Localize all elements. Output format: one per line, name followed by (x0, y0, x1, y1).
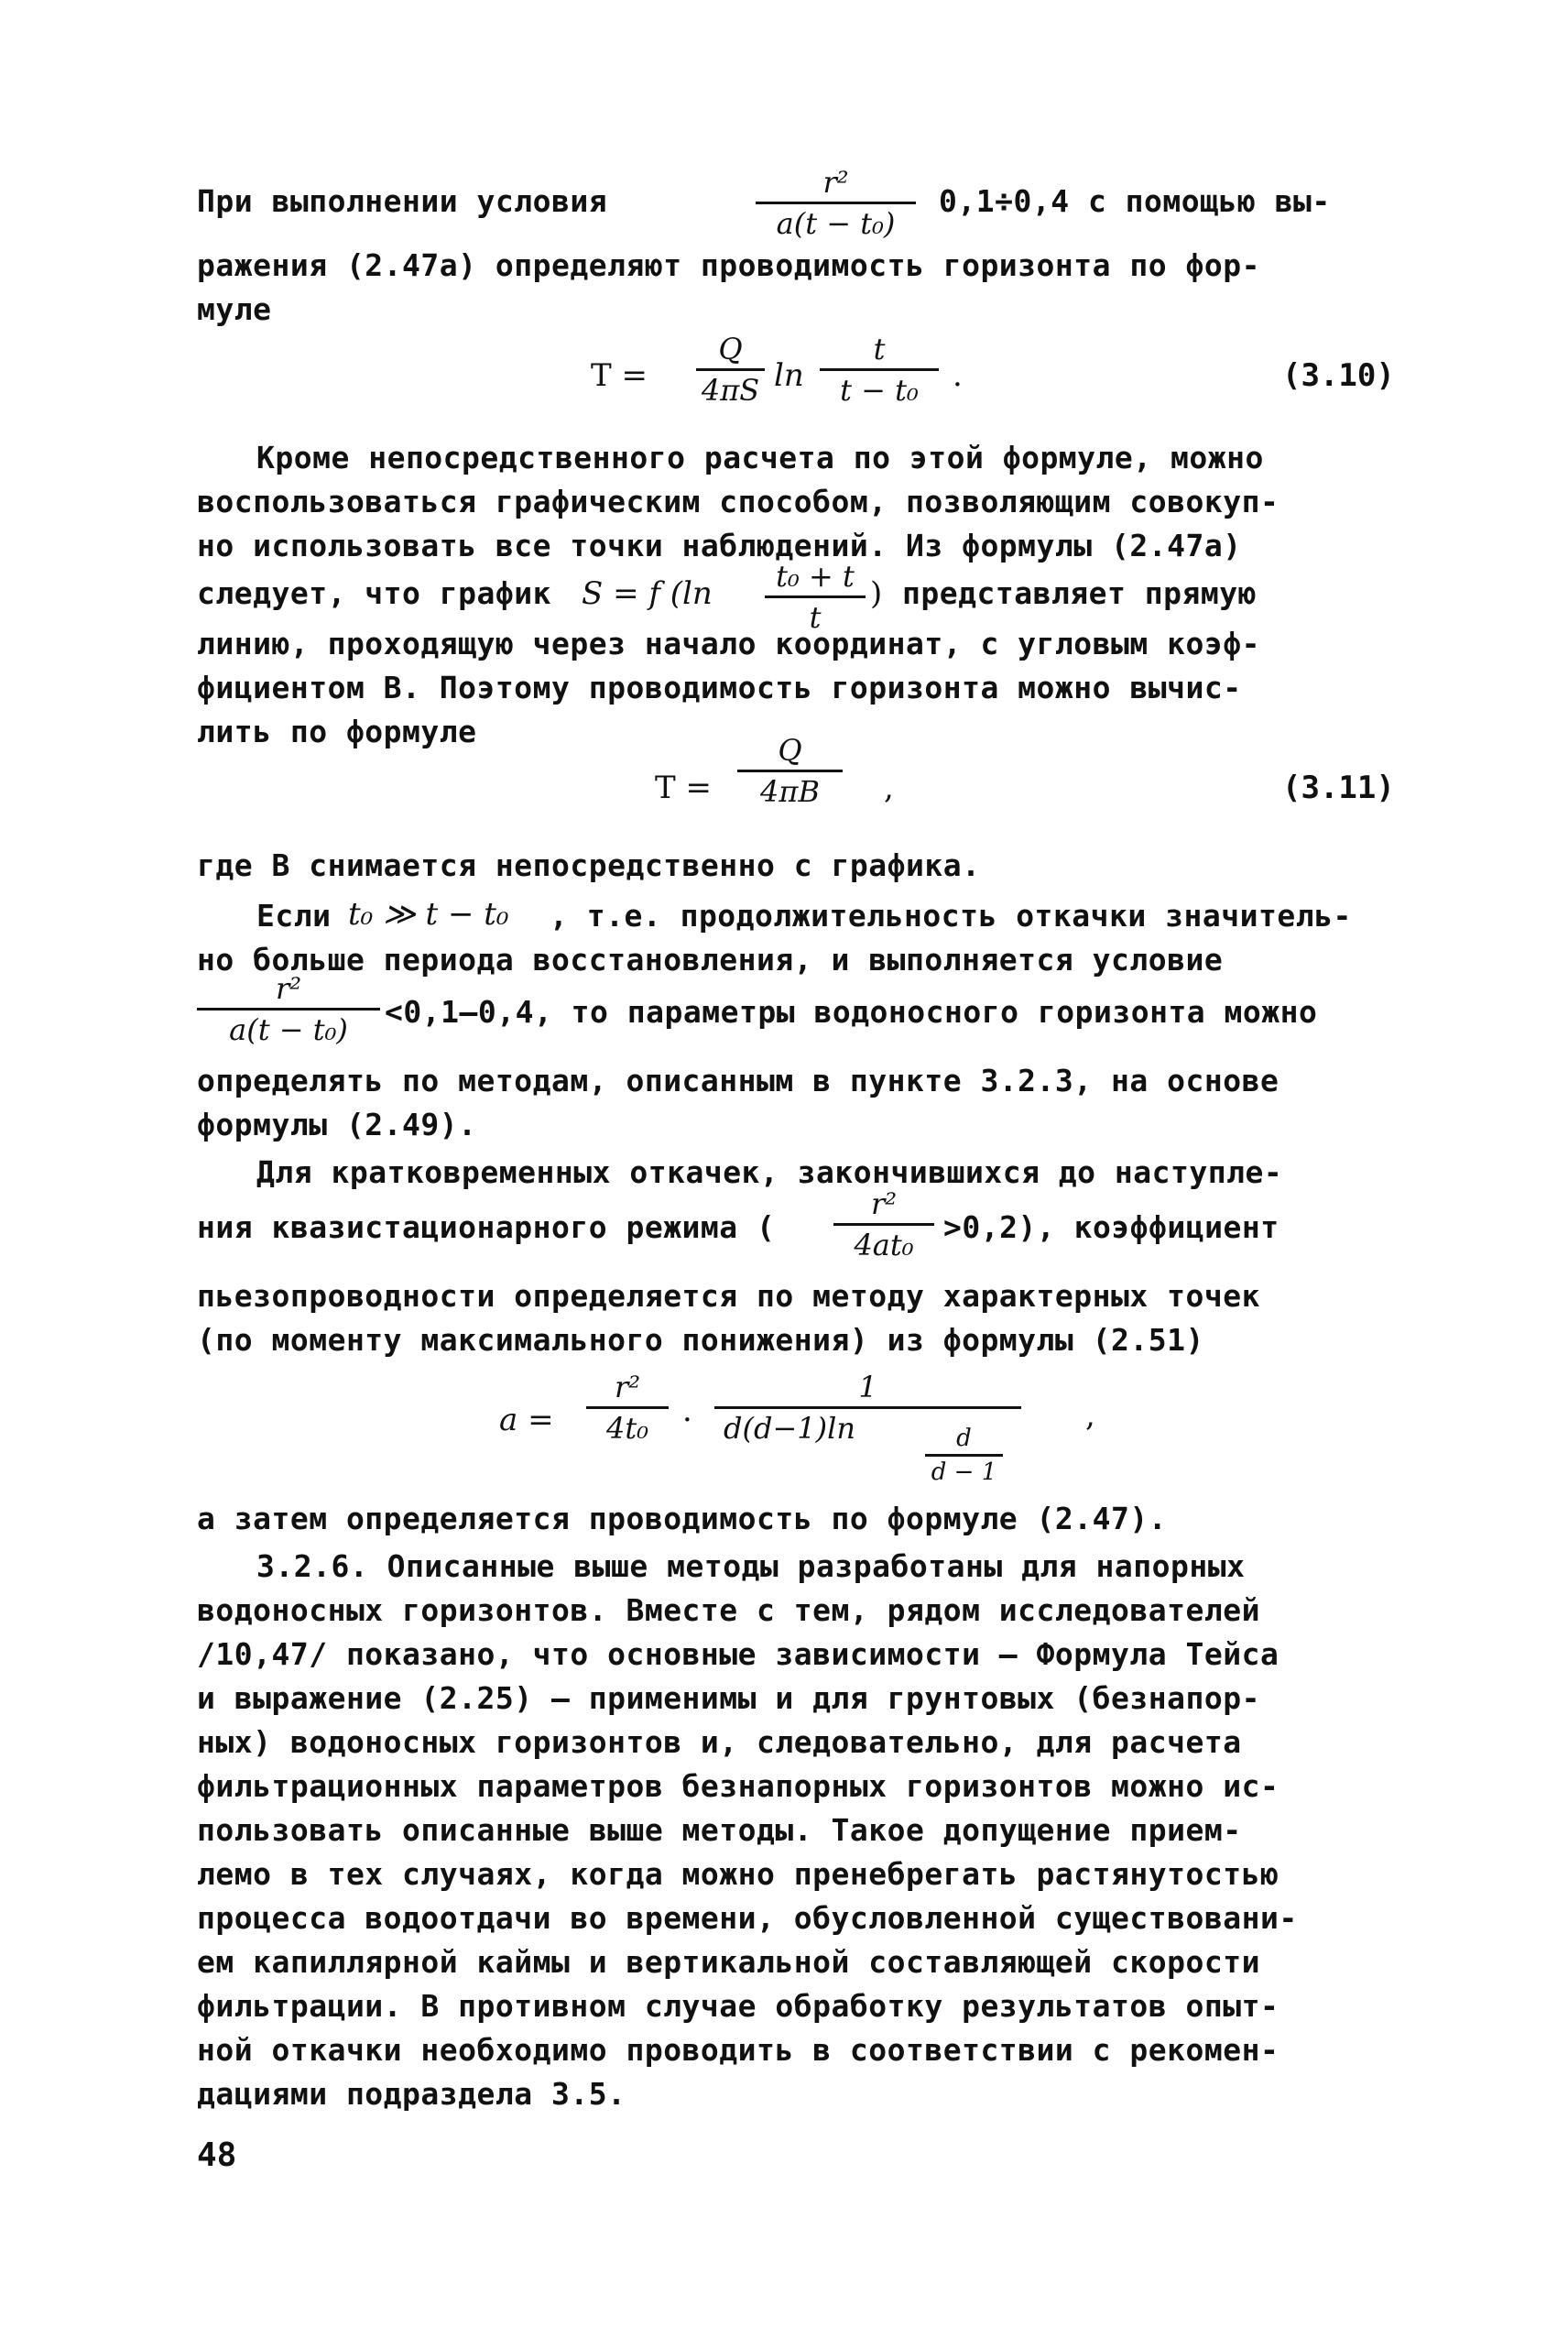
fraction-q-4pis (696, 332, 765, 408)
text-line: фициентом В. Поэтому проводимость горизонта можно вычис- (197, 670, 1242, 705)
fraction-denominator: d(d−1)ln (724, 1411, 855, 1446)
text-line: но использовать все точки наблюдений. Из формулы (2.47а) (197, 528, 1242, 563)
fraction-condition-3 (197, 971, 380, 1047)
fraction-denominator: a(t − t₀) (229, 1012, 348, 1047)
text-line: воспользоваться графическим способом, позволяющим совокуп- (197, 484, 1279, 519)
fraction-graph (765, 559, 866, 635)
text-line: следует, что график (197, 575, 551, 611)
text-line: пьезопроводности определяется по методу характерных точек (197, 1278, 1260, 1314)
text-line: ной откачки необходимо проводить в соответствии с рекомен- (197, 2032, 1279, 2068)
text-line: водоносных горизонтов. Вместе с тем, рядом исследователей (197, 1592, 1260, 1628)
fraction-denominator: d − 1 (931, 1458, 997, 1486)
fraction-numerator: t₀ + t (776, 559, 855, 594)
fraction-bar (737, 770, 843, 772)
equation-end: . (953, 357, 963, 394)
text-line: лить по формуле (197, 714, 477, 749)
text-line: Кроме непосредственного расчета по этой формуле, можно (256, 440, 1264, 475)
fraction-numerator: t (873, 332, 886, 366)
fraction-denominator: 4at₀ (854, 1228, 914, 1262)
fraction-bar (586, 1406, 669, 1409)
equation-lhs: T = (591, 357, 648, 394)
text-line: фильтрации. В противном случае обработку результатов опыт- (197, 1988, 1279, 2024)
ln-symbol: ln (774, 357, 804, 394)
text-line: >0,2), коэффициент (943, 1209, 1279, 1245)
fraction-denominator: 4t₀ (605, 1411, 649, 1446)
equation-lhs: T = (655, 770, 712, 806)
text-line: ражения (2.47а) определяют проводимость горизонта по фор- (197, 247, 1260, 283)
fraction-numerator: 1 (858, 1370, 877, 1404)
text-line: фильтрационных параметров безнапорных горизонтов можно ис- (197, 1768, 1279, 1804)
graph-close: ) (870, 575, 883, 612)
text-line: ных) водоносных горизонтов и, следовательно, для расчета (197, 1724, 1242, 1760)
text-line: 0,1÷0,4 с помощью вы- (939, 183, 1331, 219)
fraction-denominator: t (809, 600, 822, 635)
text-line: , т.е. продолжительность откачки значитель- (550, 898, 1352, 934)
text-line: ем капиллярной каймы и вертикальной составляющей скорости (197, 1944, 1260, 1980)
text-line: При выполнении условия (197, 183, 608, 219)
text-line: представляет прямую (902, 575, 1257, 611)
text-line: формулы (2.49). (197, 1107, 477, 1142)
equation-number-3-11: (3.11) (1282, 770, 1395, 806)
graph-function: S = f (ln (582, 575, 713, 612)
text-line: <0,1–0,4, то параметры водоносного горизонта можно (385, 994, 1318, 1030)
equation-number-3-10: (3.10) (1282, 357, 1395, 394)
fraction-condition-4 (833, 1186, 934, 1262)
fraction-numerator: r² (822, 165, 849, 200)
text-line: (по моменту максимального понижения) из формулы (2.51) (197, 1322, 1204, 1358)
fraction-q-4pib (737, 733, 843, 809)
text-line: Для кратковременных откачек, закончившихся до наступле- (256, 1154, 1283, 1190)
fraction-numerator: Q (718, 332, 743, 366)
text-line: а затем определяется проводимость по формуле (2.47). (197, 1501, 1168, 1536)
fraction-bar (925, 1454, 1003, 1457)
fraction-r2-4t0 (586, 1370, 669, 1446)
text-line: где В снимается непосредственно с графика. (197, 847, 981, 883)
equation-end: , (884, 770, 894, 806)
equation-lhs: a = (499, 1402, 554, 1438)
text-line: определять по методам, описанным в пункте 3.2.3, на основе (197, 1063, 1279, 1098)
text-line: Если (256, 898, 332, 934)
multiplication-dot: · (682, 1402, 692, 1438)
text-line: дациями подраздела 3.5. (197, 2076, 626, 2112)
fraction-denominator: a(t − t₀) (776, 206, 896, 241)
fraction-numerator: r² (614, 1370, 641, 1404)
text-line: муле (197, 291, 272, 327)
fraction-denominator: 4πS (701, 373, 760, 408)
equation-end: , (1085, 1397, 1095, 1434)
fraction-bar (833, 1223, 934, 1226)
fraction-bar (820, 368, 939, 371)
fraction-denominator: 4πB (760, 774, 820, 809)
text-line: /10,47/ показано, что основные зависимости – Формула Тейса (197, 1636, 1279, 1672)
text-line: 3.2.6. Описанные выше методы разработаны для напорных (256, 1548, 1246, 1584)
text-line: линию, проходящую через начало координат, с угловым коэф- (197, 626, 1260, 661)
fraction-denominator: t − t₀ (840, 373, 919, 408)
fraction-numerator: r² (870, 1186, 898, 1221)
fraction-t-ratio (820, 332, 939, 408)
text-line: ния квазистационарного режима ( (197, 1209, 776, 1245)
fraction-condition-1 (756, 165, 916, 241)
fraction-numerator: Q (778, 733, 802, 768)
text-line: но больше периода восстановления, и выполняется условие (197, 942, 1224, 978)
page-number: 48 (197, 2136, 237, 2174)
fraction-bar (714, 1406, 1021, 1409)
text-line: процесса водоотдачи во времени, обусловленной существовани- (197, 1900, 1298, 1936)
fraction-numerator: d (956, 1425, 972, 1452)
fraction-numerator: r² (275, 971, 302, 1006)
fraction-bar (696, 368, 765, 371)
fraction-bar (765, 595, 866, 598)
fraction-d-ratio (925, 1425, 1003, 1486)
text-line: и выражение (2.25) – применимы и для грунтовых (безнапор- (197, 1680, 1260, 1716)
fraction-bar (197, 1008, 380, 1011)
fraction-bar (756, 202, 916, 204)
text-line: лемо в тех случаях, когда можно пренебрегать растянутостью (197, 1856, 1279, 1892)
text-line: пользовать описанные выше методы. Такое допущение прием- (197, 1812, 1242, 1848)
condition-inline: t₀ ≫ t − t₀ (348, 896, 509, 933)
